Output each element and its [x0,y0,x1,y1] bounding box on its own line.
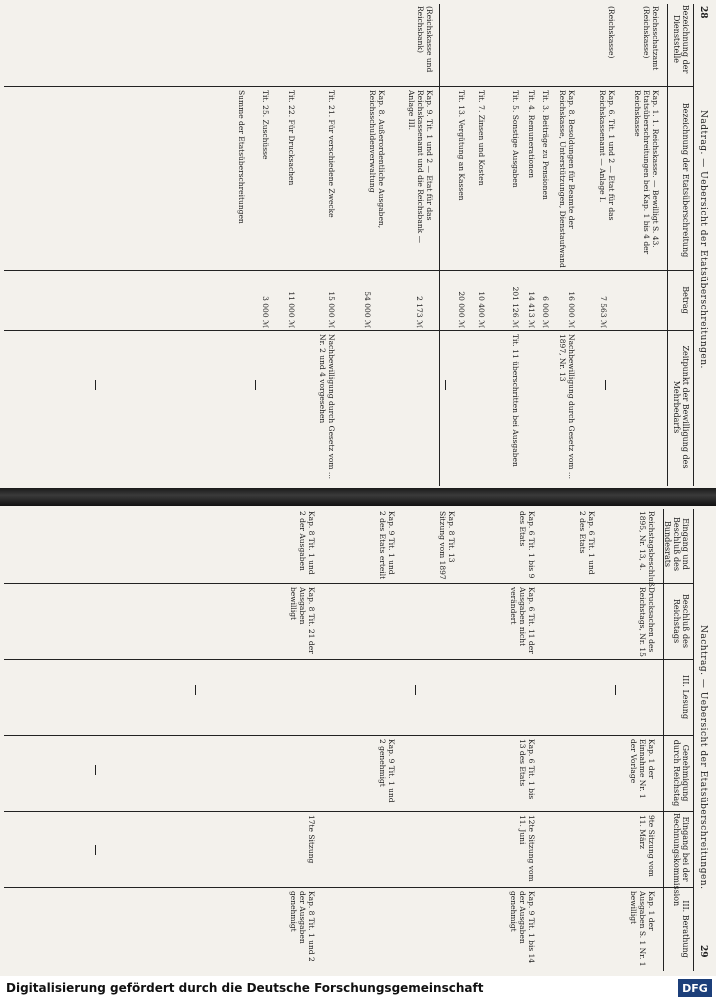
dfg-logo: DFG [678,979,712,997]
left-running-head: Nadtrag. — Uebersicht der Etatsüberschreitungen. [698,110,708,369]
dash-mark [95,845,96,855]
right-vrule [4,583,694,584]
dash-mark [445,380,446,390]
right-vrule [4,659,694,660]
left-row-entry: Tit. 7. Zinsen und Kosten [477,90,486,186]
left-row-side: Reichsschatzamt (Reichskasse) [642,6,660,71]
right-cell: Kap. 8 Tit. 21 der Ausgaben bewilligt [289,587,316,654]
book-gutter [0,488,716,506]
right-page-number: 29 [698,945,708,958]
footer-text: Digitalisierung gefördert durch die Deutsche Forschungsgemeinschaft [6,981,484,995]
left-row-entry: Tit. 13. Vergütung an Kassen [457,90,466,201]
left-row-amount: 3 000 ℳ [261,296,270,328]
right-cell: Kap. 8 Tit. 13 Sitzung vom 1897 [438,511,456,580]
left-row-note: Nachbewilligung durch Gesetz vom ... Nr. 2 und 4 vorgesehen [318,334,336,480]
right-colhead-5: III. Berathung [681,900,690,958]
left-row-entry: Kap. 9. Tit. 1 und 2 — Etat für das Reichskassenamt und die Reichsbank — Anlage III. [407,90,434,244]
right-cell: Kap. 6 Tit. 1 bis 13 des Etats [518,739,536,800]
right-cell: 12te Sitzung vom 11. Juni [518,815,536,882]
left-rule-head [667,4,668,486]
left-row-entry: Kap. 8. Außerordentliche Ausgaben, Reichsschuldenverwaltung [368,90,386,229]
right-cell: 17te Sitzung [307,815,316,864]
left-row-entry: Summe der Etatsüberschreitungen [237,90,246,224]
right-cell: Drucksachen des Reichstags, Nr. 15 [638,587,656,657]
left-row-entry: Tit. 5. Sonstige Ausgaben [511,90,520,188]
left-row-amount: 7 563 ℳ [599,296,608,328]
left-row-amount: 6 000 ℳ [541,296,550,328]
dash-mark [95,765,96,775]
left-vrule-2 [4,270,694,271]
right-cell: Kap. 6 Tit. 11 der Ausgaben nicht verändert [509,587,536,654]
dash-mark [95,380,96,390]
left-row-amount: 2 173 ℳ [415,296,424,328]
right-cell: Kap. 8 Tit. 1 und 2 der Ausgaben genehmigt [289,891,316,962]
right-colhead-0: Eingang und Beschluß des Bundesrats [663,517,690,571]
right-colhead-2: III. Lesung [681,674,690,720]
left-row-amount: 54 000 ℳ [363,291,372,328]
right-vrule [4,735,694,736]
left-row-entry: Tit. 21. Für verschiedene Zwecke [327,90,336,218]
left-row-entry: Tit. 4. Remunerationen [527,90,536,179]
left-row-entry: Kap. 1. 1. Reichskasse. — Bewilligt S. 43. Etatsüberschreitungen bei Kap. 1 bis 4 der Reichskasse [633,90,660,255]
right-rule-head [663,509,664,971]
right-cell: Kap. 1 der Ausgaben S. 1 Nr. 1 bewilligt [629,891,656,967]
dash-mark [605,380,606,390]
left-colhead-3: Zeitpunkt der Bewilligung des Mehrbedarfs [672,345,690,469]
right-cell: Kap. 6 Tit. 1 und 2 des Etats [578,511,596,575]
left-vrule-1 [4,86,694,87]
right-vrule [4,811,694,812]
left-page-number: 28 [698,6,708,19]
left-page [0,0,716,490]
right-colhead-3: Genehmigung durch Reichstag [672,739,690,807]
right-cell: Kap. 9 Tit. 1 bis 14 der Ausgaben genehmigt [509,891,536,964]
right-cell: Kap. 1 der Einnahme Nr. 1 der Vorlage [629,739,656,799]
left-colhead-0: Bezeichnung der Dienststelle [672,4,690,74]
left-row-entry: Kap. 6. Tit. 1 und 2 — Etat für das Reichskassenamt — Anlage I. [598,90,616,221]
right-vrule [4,887,694,888]
right-colhead-1: Beschluß des Reichstags [672,594,690,648]
dash-mark [415,685,416,695]
left-row-amount: 10 400 ℳ [477,291,486,328]
left-row-entry: Tit. 25. Zuschüsse [261,90,270,160]
left-row-side: (Reichskasse und Reichsbank) [416,6,434,73]
dash-mark [615,685,616,695]
left-colhead-2: Betrag [681,286,690,314]
right-rule-top [693,509,694,971]
left-row-note: Tit. 11 überschritten bei Ausgaben [511,334,520,467]
left-rule-mid [439,4,440,486]
right-cell: Kap. 8 Tit. 1 und 2 der Ausgaben [298,511,316,575]
right-cell: Kap. 6 Tit. 1 bis 9 des Etats [518,511,536,579]
dash-mark [255,380,256,390]
left-row-amount: 15 000 ℳ [327,291,336,328]
left-rule-top [693,4,694,486]
left-row-note: Nachbewilligung durch Gesetz vom ... 1897, Nr. 13 [558,334,576,480]
right-cell: Reichstagsbeschluß 1895, Nr. 13, 4. [638,511,656,587]
right-colhead-4: Eingang bei der Rechnungskommission [672,813,690,907]
digitization-footer [0,976,716,1000]
left-row-side: (Reichskasse) [607,6,616,59]
left-row-amount: 201 126 ℳ [511,286,520,328]
left-row-amount: 20 000 ℳ [457,291,466,328]
left-row-entry: Tit. 3. Beiträge zu Pensionen [541,90,550,200]
left-vrule-3 [4,330,694,331]
right-cell: Kap. 9 Tit. 1 und 2 genehmigt [378,739,396,803]
left-row-amount: 16 000 ℳ [567,291,576,328]
dash-mark [195,685,196,695]
left-row-entry: Tit. 22. Für Drucksachen [287,90,296,186]
right-cell: Kap. 9 Tit. 1 und 2 des Etats erteilt [378,511,396,580]
right-running-head: Nachtrag. — Uebersicht der Etatsüberschreitungen. [698,625,708,890]
left-row-entry: Kap. 8. Besoldungen für Beamte der Reichskasse, Unterstützungen, Dienstaufwand [558,90,576,268]
right-page [0,505,716,975]
right-cell: 9te Sitzung vom 11. März [638,815,656,877]
left-row-amount: 11 000 ℳ [287,291,296,328]
left-colhead-1: Bezeichnung der Etatsüberschreitung [681,102,690,258]
left-row-amount: 14 413 ℳ [527,291,536,328]
